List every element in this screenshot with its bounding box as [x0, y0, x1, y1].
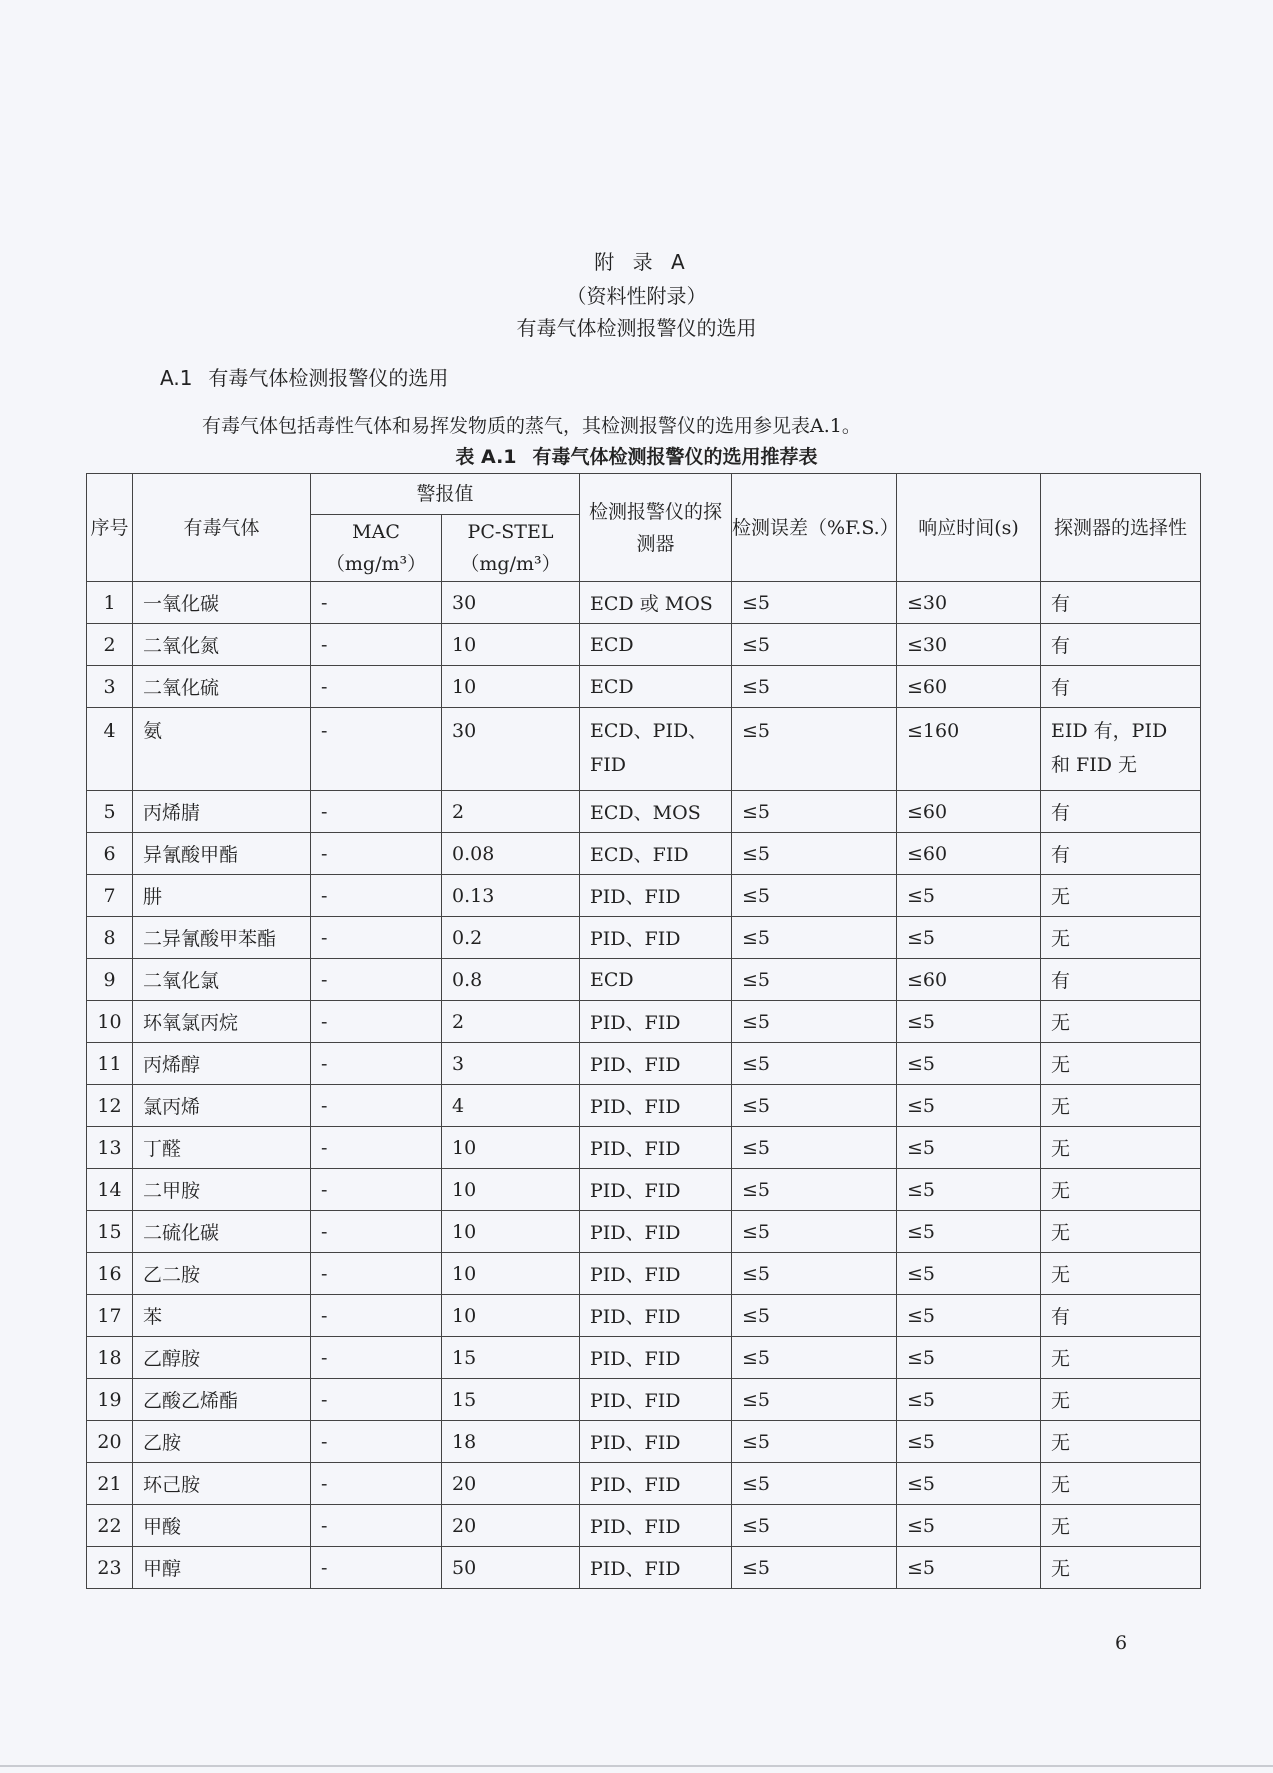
- cell-pcstel: 20: [442, 1463, 580, 1505]
- header-alarm: 警报值: [311, 474, 580, 515]
- cell-no: 12: [87, 1085, 133, 1127]
- cell-mac: -: [311, 791, 442, 833]
- table-row: [87, 791, 1201, 833]
- cell-gas: 丙烯醇: [133, 1043, 311, 1085]
- cell-detector: PID、FID: [580, 1127, 732, 1169]
- cell-response: ≤5: [897, 1127, 1041, 1169]
- cell-detector: PID、FID: [580, 1043, 732, 1085]
- header-selectivity: 探测器的选择性: [1041, 474, 1201, 582]
- cell-selectivity: 无: [1041, 1127, 1201, 1169]
- cell-gas: 二异氰酸甲苯酯: [133, 917, 311, 959]
- cell-selectivity: 无: [1041, 1169, 1201, 1211]
- section-title: 有毒气体检测报警仪的选用: [208, 366, 449, 390]
- cell-selectivity: 无: [1041, 1043, 1201, 1085]
- cell-error: ≤5: [732, 1421, 897, 1463]
- cell-response: ≤5: [897, 1043, 1041, 1085]
- cell-detector: ECD: [580, 959, 732, 1001]
- cell-no: 1: [87, 582, 133, 624]
- cell-error: ≤5: [732, 708, 897, 791]
- cell-mac: -: [311, 624, 442, 666]
- cell-pcstel: 30: [442, 582, 580, 624]
- cell-no: 2: [87, 624, 133, 666]
- cell-error: ≤5: [732, 1253, 897, 1295]
- cell-error: ≤5: [732, 833, 897, 875]
- cell-detector: PID、FID: [580, 1547, 732, 1589]
- cell-no: 18: [87, 1337, 133, 1379]
- cell-response: ≤5: [897, 1169, 1041, 1211]
- cell-mac: -: [311, 666, 442, 708]
- cell-selectivity: 有: [1041, 791, 1201, 833]
- cell-gas: 二氧化氮: [133, 624, 311, 666]
- cell-no: 23: [87, 1547, 133, 1589]
- cell-response: ≤5: [897, 1295, 1041, 1337]
- appendix-type: （资料性附录）: [566, 284, 707, 308]
- cell-response: ≤160: [897, 708, 1041, 791]
- table-row: [87, 875, 1201, 917]
- header-no: 序号: [87, 474, 133, 582]
- cell-pcstel: 15: [442, 1337, 580, 1379]
- cell-detector: PID、FID: [580, 1211, 732, 1253]
- header-mac: MAC（mg/m³）: [311, 515, 442, 582]
- cell-detector: ECD: [580, 666, 732, 708]
- cell-no: 4: [87, 708, 133, 791]
- cell-no: 10: [87, 1001, 133, 1043]
- cell-gas: 乙二胺: [133, 1253, 311, 1295]
- cell-response: ≤5: [897, 1211, 1041, 1253]
- cell-response: ≤5: [897, 875, 1041, 917]
- cell-error: ≤5: [732, 1463, 897, 1505]
- header-gas: 有毒气体: [133, 474, 311, 582]
- cell-pcstel: 2: [442, 1001, 580, 1043]
- cell-error: ≤5: [732, 1169, 897, 1211]
- cell-no: 16: [87, 1253, 133, 1295]
- cell-pcstel: 4: [442, 1085, 580, 1127]
- cell-gas: 丙烯腈: [133, 791, 311, 833]
- cell-error: ≤5: [732, 875, 897, 917]
- cell-response: ≤5: [897, 1463, 1041, 1505]
- section-heading: [160, 362, 448, 391]
- table-row: [87, 1169, 1201, 1211]
- table-caption-title: 有毒气体检测报警仪的选用推荐表: [532, 446, 818, 468]
- cell-gas: 乙酸乙烯酯: [133, 1379, 311, 1421]
- cell-response: ≤5: [897, 1379, 1041, 1421]
- header-response: 响应时间(s): [897, 474, 1041, 582]
- cell-detector: PID、FID: [580, 1169, 732, 1211]
- scan-edge-divider: [0, 1765, 1273, 1767]
- cell-gas: 甲酸: [133, 1505, 311, 1547]
- cell-mac: -: [311, 1253, 442, 1295]
- cell-mac: -: [311, 1127, 442, 1169]
- table-row: [87, 1253, 1201, 1295]
- cell-gas: 氯丙烯: [133, 1085, 311, 1127]
- section-number: A.1: [160, 366, 193, 390]
- cell-response: ≤60: [897, 959, 1041, 1001]
- cell-error: ≤5: [732, 917, 897, 959]
- cell-mac: -: [311, 1295, 442, 1337]
- cell-pcstel: 10: [442, 624, 580, 666]
- cell-selectivity: 无: [1041, 1463, 1201, 1505]
- cell-gas: 乙胺: [133, 1421, 311, 1463]
- table-row: [87, 1211, 1201, 1253]
- cell-no: 17: [87, 1295, 133, 1337]
- cell-mac: -: [311, 917, 442, 959]
- cell-mac: -: [311, 1421, 442, 1463]
- cell-response: ≤5: [897, 917, 1041, 959]
- cell-response: ≤5: [897, 1547, 1041, 1589]
- cell-gas: 异氰酸甲酯: [133, 833, 311, 875]
- cell-detector: PID、FID: [580, 1085, 732, 1127]
- cell-detector: PID、FID: [580, 1295, 732, 1337]
- cell-pcstel: 0.2: [442, 917, 580, 959]
- cell-selectivity: 无: [1041, 1379, 1201, 1421]
- cell-no: 6: [87, 833, 133, 875]
- cell-mac: -: [311, 1085, 442, 1127]
- cell-mac: -: [311, 1547, 442, 1589]
- cell-pcstel: 30: [442, 708, 580, 791]
- cell-selectivity: 有: [1041, 1295, 1201, 1337]
- cell-response: ≤60: [897, 666, 1041, 708]
- table-row: [87, 1379, 1201, 1421]
- cell-mac: -: [311, 1505, 442, 1547]
- cell-detector: PID、FID: [580, 1505, 732, 1547]
- cell-mac: -: [311, 582, 442, 624]
- cell-detector: ECD、MOS: [580, 791, 732, 833]
- cell-selectivity: 有: [1041, 624, 1201, 666]
- cell-error: ≤5: [732, 624, 897, 666]
- cell-mac: -: [311, 1001, 442, 1043]
- table-row: [87, 624, 1201, 666]
- cell-response: ≤60: [897, 833, 1041, 875]
- cell-no: 14: [87, 1169, 133, 1211]
- cell-mac: -: [311, 1463, 442, 1505]
- cell-response: ≤5: [897, 1337, 1041, 1379]
- cell-detector: PID、FID: [580, 1463, 732, 1505]
- cell-selectivity: 无: [1041, 1337, 1201, 1379]
- page-number: 6: [1115, 1632, 1128, 1654]
- cell-pcstel: 10: [442, 1211, 580, 1253]
- cell-pcstel: 10: [442, 1127, 580, 1169]
- table-row: [87, 666, 1201, 708]
- table-row: [87, 1337, 1201, 1379]
- cell-error: ≤5: [732, 1505, 897, 1547]
- appendix-label: 附 录 A: [594, 250, 691, 274]
- cell-gas: 二甲胺: [133, 1169, 311, 1211]
- cell-mac: -: [311, 1379, 442, 1421]
- cell-error: ≤5: [732, 791, 897, 833]
- header-error: 检测误差（%F.S.）: [732, 474, 897, 582]
- cell-pcstel: 3: [442, 1043, 580, 1085]
- cell-detector: ECD 或 MOS: [580, 582, 732, 624]
- cell-no: 11: [87, 1043, 133, 1085]
- cell-detector: ECD: [580, 624, 732, 666]
- cell-error: ≤5: [732, 1211, 897, 1253]
- table-row: [87, 1043, 1201, 1085]
- cell-gas: 甲醇: [133, 1547, 311, 1589]
- table-row: [87, 1085, 1201, 1127]
- cell-selectivity: 无: [1041, 917, 1201, 959]
- cell-pcstel: 0.8: [442, 959, 580, 1001]
- cell-error: ≤5: [732, 1001, 897, 1043]
- cell-gas: 二硫化碳: [133, 1211, 311, 1253]
- cell-no: 9: [87, 959, 133, 1001]
- cell-response: ≤60: [897, 791, 1041, 833]
- table-row: [87, 1505, 1201, 1547]
- cell-pcstel: 10: [442, 1295, 580, 1337]
- intro-paragraph: 有毒气体包括毒性气体和易挥发物质的蒸气，其检测报警仪的选用参见表A.1。: [202, 415, 861, 437]
- cell-mac: -: [311, 833, 442, 875]
- cell-gas: 一氧化碳: [133, 582, 311, 624]
- cell-no: 21: [87, 1463, 133, 1505]
- cell-gas: 乙醇胺: [133, 1337, 311, 1379]
- cell-response: ≤30: [897, 624, 1041, 666]
- cell-response: ≤5: [897, 1001, 1041, 1043]
- cell-detector: ECD、PID、FID: [580, 708, 732, 791]
- table-row: [87, 959, 1201, 1001]
- cell-selectivity: 无: [1041, 1547, 1201, 1589]
- gas-detector-table: [86, 473, 1201, 1589]
- header-detector: 检测报警仪的探测器: [580, 474, 732, 582]
- cell-detector: ECD、FID: [580, 833, 732, 875]
- cell-no: 15: [87, 1211, 133, 1253]
- cell-gas: 环己胺: [133, 1463, 311, 1505]
- cell-selectivity: 无: [1041, 1085, 1201, 1127]
- cell-no: 20: [87, 1421, 133, 1463]
- cell-pcstel: 18: [442, 1421, 580, 1463]
- cell-error: ≤5: [732, 1085, 897, 1127]
- cell-pcstel: 0.13: [442, 875, 580, 917]
- cell-error: ≤5: [732, 1127, 897, 1169]
- cell-mac: -: [311, 708, 442, 791]
- cell-pcstel: 50: [442, 1547, 580, 1589]
- cell-error: ≤5: [732, 1043, 897, 1085]
- cell-detector: PID、FID: [580, 1001, 732, 1043]
- cell-gas: 二氧化硫: [133, 666, 311, 708]
- table-row: [87, 1295, 1201, 1337]
- cell-no: 8: [87, 917, 133, 959]
- cell-gas: 肼: [133, 875, 311, 917]
- cell-response: ≤30: [897, 582, 1041, 624]
- cell-pcstel: 10: [442, 1253, 580, 1295]
- cell-error: ≤5: [732, 1547, 897, 1589]
- cell-detector: PID、FID: [580, 1421, 732, 1463]
- cell-no: 22: [87, 1505, 133, 1547]
- cell-no: 3: [87, 666, 133, 708]
- cell-mac: -: [311, 1169, 442, 1211]
- cell-mac: -: [311, 875, 442, 917]
- cell-pcstel: 15: [442, 1379, 580, 1421]
- cell-error: ≤5: [732, 666, 897, 708]
- table-row: [87, 833, 1201, 875]
- table-caption: [0, 442, 1273, 469]
- cell-response: ≤5: [897, 1505, 1041, 1547]
- cell-detector: PID、FID: [580, 1337, 732, 1379]
- cell-pcstel: 0.08: [442, 833, 580, 875]
- cell-selectivity: 有: [1041, 666, 1201, 708]
- header-pcstel: PC-STEL（mg/m³）: [442, 515, 580, 582]
- cell-no: 7: [87, 875, 133, 917]
- cell-selectivity: 无: [1041, 1421, 1201, 1463]
- table-row: [87, 1463, 1201, 1505]
- appendix-title: 有毒气体检测报警仪的选用: [516, 316, 757, 340]
- cell-gas: 环氧氯丙烷: [133, 1001, 311, 1043]
- cell-error: ≤5: [732, 1379, 897, 1421]
- cell-gas: 丁醛: [133, 1127, 311, 1169]
- cell-mac: -: [311, 959, 442, 1001]
- table-caption-number: 表 A.1: [455, 446, 517, 468]
- cell-selectivity: 有: [1041, 833, 1201, 875]
- cell-error: ≤5: [732, 1337, 897, 1379]
- cell-pcstel: 2: [442, 791, 580, 833]
- cell-selectivity: 无: [1041, 875, 1201, 917]
- cell-selectivity: 无: [1041, 1253, 1201, 1295]
- table-row: [87, 1547, 1201, 1589]
- cell-response: ≤5: [897, 1421, 1041, 1463]
- cell-selectivity: 无: [1041, 1001, 1201, 1043]
- cell-error: ≤5: [732, 959, 897, 1001]
- table-row: [87, 1001, 1201, 1043]
- cell-detector: PID、FID: [580, 1253, 732, 1295]
- cell-gas: 二氧化氯: [133, 959, 311, 1001]
- cell-mac: -: [311, 1211, 442, 1253]
- cell-response: ≤5: [897, 1253, 1041, 1295]
- table-row: [87, 1421, 1201, 1463]
- cell-pcstel: 20: [442, 1505, 580, 1547]
- cell-detector: PID、FID: [580, 1379, 732, 1421]
- cell-detector: PID、FID: [580, 917, 732, 959]
- table-row: [87, 582, 1201, 624]
- cell-no: 5: [87, 791, 133, 833]
- cell-no: 13: [87, 1127, 133, 1169]
- cell-detector: PID、FID: [580, 875, 732, 917]
- cell-pcstel: 10: [442, 666, 580, 708]
- table-row: [87, 708, 1201, 791]
- cell-pcstel: 10: [442, 1169, 580, 1211]
- cell-error: ≤5: [732, 582, 897, 624]
- cell-no: 19: [87, 1379, 133, 1421]
- cell-error: ≤5: [732, 1295, 897, 1337]
- cell-mac: -: [311, 1043, 442, 1085]
- cell-gas: 苯: [133, 1295, 311, 1337]
- cell-response: ≤5: [897, 1085, 1041, 1127]
- cell-selectivity: 有: [1041, 959, 1201, 1001]
- cell-gas: 氨: [133, 708, 311, 791]
- table-row: [87, 1127, 1201, 1169]
- cell-selectivity: EID 有，PID 和 FID 无: [1041, 708, 1201, 791]
- cell-selectivity: 无: [1041, 1211, 1201, 1253]
- cell-selectivity: 有: [1041, 582, 1201, 624]
- table-row: [87, 917, 1201, 959]
- cell-mac: -: [311, 1337, 442, 1379]
- cell-selectivity: 无: [1041, 1505, 1201, 1547]
